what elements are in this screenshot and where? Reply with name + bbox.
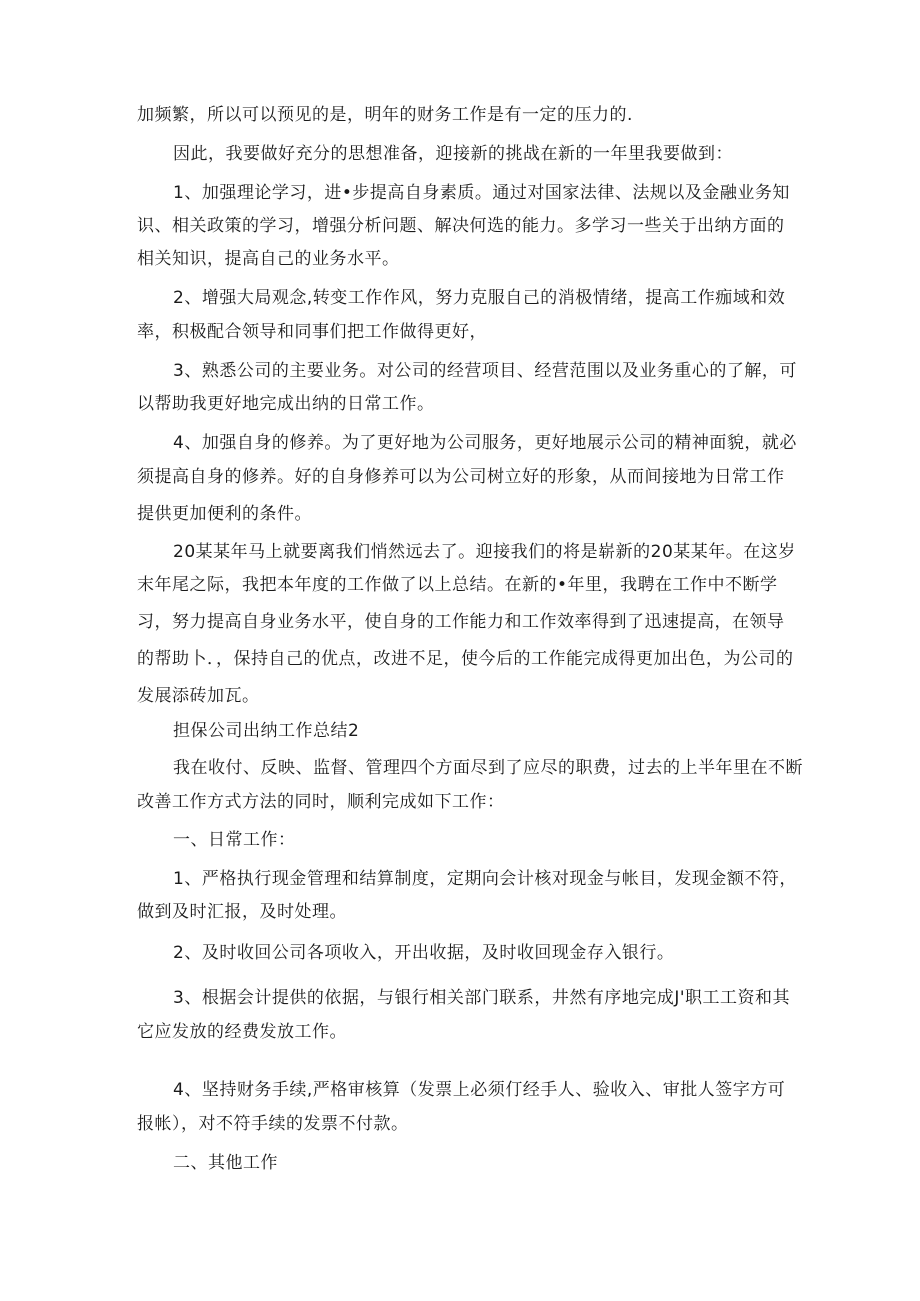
text-line: 3、熟悉公司的主要业务。对公司的经营项目、经营范围以及业务重心的了解，可	[173, 361, 797, 381]
text-line: 1、加强理论学习，进•步提高自身素质。通过对国家法律、法规以及金融业务知	[173, 183, 790, 203]
text-line: 率，积极配合领导和同事们把工作做得更好，	[137, 322, 487, 342]
text-line: 发展添砖加瓦。	[137, 686, 260, 706]
text-line: 1、严格执行现金管理和结算制度，定期向会计核对现金与帐目，发现金额不符，	[173, 869, 797, 889]
text-line: 因此，我要做好充分的思想准备，迎接新的挑战在新的一年里我要做到：	[173, 144, 733, 164]
section-heading: 担保公司出纳工作总结2	[173, 721, 360, 741]
text-line: 它应发放的经费发放工作。	[137, 1022, 347, 1042]
text-line: 2、增强大局观念,转变工作作风，努力克服自己的消极情绪，提高工作痂域和效	[173, 288, 786, 308]
text-line: 3、根据会计提供的依据，与银行相关部门联系，井然有序地完成J'职工工资和其	[173, 988, 791, 1008]
text-line: 报帐），对不符手续的发票不付款。	[137, 1114, 409, 1134]
text-line: 识、相关政策的学习，增强分析问题、解决何选的能力。多学习一些关于出纳方面的	[137, 216, 785, 236]
text-line: 加频繁，所以可以预见的是，明年的财务工作是有一定的压力的.	[137, 105, 633, 125]
text-line: 2、及时收回公司各项收入，开出收据，及时收回现金存入银行。	[173, 943, 675, 963]
text-line: 20某某年马上就要离我们悄然远去了。迎接我们的将是崭新的20某某年。在这岁	[173, 542, 796, 562]
text-line: 提供更加便利的条件。	[137, 504, 312, 524]
text-line: 改善工作方式方法的同时，顺利完成如下工作：	[137, 792, 505, 812]
text-line: 4、坚持财务手续,严格审核算（发票上必须仃经手人、验收入、审批人签字方可	[173, 1080, 786, 1100]
text-line: 的帮助卜．，保持自己的优点，改进不足，使今后的工作能完成得更加出色，为公司的	[137, 649, 794, 669]
text-line: 二、其他工作	[173, 1153, 278, 1173]
text-line: 一、日常工作：	[173, 830, 296, 850]
text-line: 我在收付、反映、监督、管理四个方面尽到了应尽的职费，过去的上半年里在不断	[173, 758, 803, 778]
text-line: 4、加强自身的修养。为了更好地为公司服务，更好地展示公司的精神面貌，就必	[173, 433, 797, 453]
text-line: 须提高自身的修养。好的自身修养可以为公司树立好的形象，从而间接地为日常工作	[137, 467, 785, 487]
text-line: 以帮助我更好地完成出纳的日常工作。	[137, 394, 435, 414]
text-line: 相关知识，提高自己的业务水平。	[137, 249, 400, 269]
text-line: 末年尾之际，我把本年度的工作做了以上总结。在新的•年里，我聘在工作中不断学	[137, 575, 778, 595]
text-line: 做到及时汇报，及时处理。	[137, 902, 347, 922]
text-line: 习，努力提高自身业务水平，使自身的工作能力和工作效率得到了迅速提高，在领导	[137, 612, 785, 632]
